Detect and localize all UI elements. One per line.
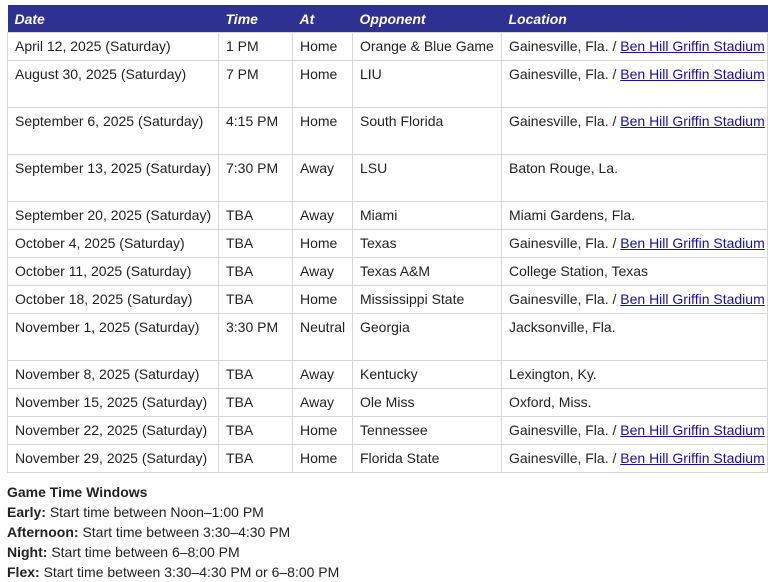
cell-at: Home <box>293 417 353 445</box>
cell-location <box>502 389 768 417</box>
location-city: Jacksonville, Fla. <box>509 319 616 335</box>
cell-time: TBA <box>219 417 293 445</box>
cell-at: Away <box>293 155 353 202</box>
location-city: Gainesville, Fla. / <box>509 38 617 54</box>
table-row <box>8 314 768 361</box>
cell-location <box>502 314 768 361</box>
cell-location <box>502 286 768 314</box>
window-label: Night: <box>7 544 48 560</box>
cell-at: Away <box>293 389 353 417</box>
header-location: Location <box>502 5 768 33</box>
cell-date: November 29, 2025 (Saturday) <box>8 445 219 473</box>
location-city: College Station, Texas <box>509 263 649 279</box>
schedule-table <box>7 5 768 473</box>
cell-date: November 15, 2025 (Saturday) <box>8 389 219 417</box>
cell-time: TBA <box>219 286 293 314</box>
cell-location <box>502 33 768 61</box>
cell-opponent: Tennessee <box>353 417 502 445</box>
window-text: Start time between 6–8:00 PM <box>51 544 240 560</box>
window-flex <box>7 562 339 582</box>
location-city: Gainesville, Fla. / <box>509 422 617 438</box>
cell-date: November 1, 2025 (Saturday) <box>8 314 219 361</box>
cell-opponent: LIU <box>353 61 502 108</box>
stadium-link[interactable]: Ben Hill Griffin Stadium <box>620 422 765 438</box>
cell-at: Away <box>293 361 353 389</box>
table-row <box>8 202 768 230</box>
cell-opponent: Texas A&M <box>353 258 502 286</box>
stadium-link[interactable]: Ben Hill Griffin Stadium <box>620 66 765 82</box>
cell-time: TBA <box>219 258 293 286</box>
cell-opponent: Kentucky <box>353 361 502 389</box>
location-city: Gainesville, Fla. / <box>509 235 617 251</box>
cell-opponent: Georgia <box>353 314 502 361</box>
cell-time: 3:30 PM <box>219 314 293 361</box>
cell-opponent: Florida State <box>353 445 502 473</box>
cell-time: TBA <box>219 202 293 230</box>
cell-time: 1 PM <box>219 33 293 61</box>
stadium-link[interactable]: Ben Hill Griffin Stadium <box>620 450 765 466</box>
location-city: Miami Gardens, Fla. <box>509 207 636 223</box>
location-city: Gainesville, Fla. / <box>509 291 617 307</box>
cell-location <box>502 155 768 202</box>
location-city: Baton Rouge, La. <box>509 160 618 176</box>
stadium-link[interactable]: Ben Hill Griffin Stadium <box>620 291 765 307</box>
table-row <box>8 445 768 473</box>
cell-at: Home <box>293 230 353 258</box>
cell-date: November 8, 2025 (Saturday) <box>8 361 219 389</box>
stadium-link[interactable]: Ben Hill Griffin Stadium <box>620 38 765 54</box>
location-city: Oxford, Miss. <box>509 394 592 410</box>
cell-opponent: Ole Miss <box>353 389 502 417</box>
header-at: At <box>293 5 353 33</box>
window-early <box>7 502 339 522</box>
cell-at: Home <box>293 61 353 108</box>
stadium-link[interactable]: Ben Hill Griffin Stadium <box>620 235 765 251</box>
cell-date: October 11, 2025 (Saturday) <box>8 258 219 286</box>
cell-time: TBA <box>219 361 293 389</box>
cell-date: October 4, 2025 (Saturday) <box>8 230 219 258</box>
cell-location <box>502 108 768 155</box>
cell-date: September 20, 2025 (Saturday) <box>8 202 219 230</box>
cell-at: Home <box>293 286 353 314</box>
location-city: Gainesville, Fla. / <box>509 113 617 129</box>
cell-time: TBA <box>219 389 293 417</box>
table-header-row <box>8 5 768 33</box>
cell-at: Home <box>293 33 353 61</box>
cell-date: September 6, 2025 (Saturday) <box>8 108 219 155</box>
table-row <box>8 361 768 389</box>
cell-time: 7 PM <box>219 61 293 108</box>
header-opponent: Opponent <box>353 5 502 33</box>
cell-location <box>502 361 768 389</box>
cell-time: 4:15 PM <box>219 108 293 155</box>
cell-date: November 22, 2025 (Saturday) <box>8 417 219 445</box>
cell-opponent: Mississippi State <box>353 286 502 314</box>
cell-at: Home <box>293 445 353 473</box>
cell-location <box>502 61 768 108</box>
window-afternoon <box>7 522 339 542</box>
cell-at: Away <box>293 258 353 286</box>
window-label: Flex: <box>7 564 40 580</box>
location-city: Gainesville, Fla. / <box>509 450 617 466</box>
cell-time: 7:30 PM <box>219 155 293 202</box>
window-text: Start time between 3:30–4:30 PM or 6–8:00 PM <box>43 564 340 580</box>
table-row <box>8 230 768 258</box>
table-row <box>8 33 768 61</box>
cell-opponent: Orange & Blue Game <box>353 33 502 61</box>
cell-date: September 13, 2025 (Saturday) <box>8 155 219 202</box>
table-row <box>8 258 768 286</box>
header-time: Time <box>219 5 293 33</box>
cell-location <box>502 230 768 258</box>
header-date: Date <box>8 5 219 33</box>
cell-location <box>502 258 768 286</box>
cell-date: April 12, 2025 (Saturday) <box>8 33 219 61</box>
cell-opponent: Miami <box>353 202 502 230</box>
location-city: Lexington, Ky. <box>509 366 597 382</box>
table-row <box>8 155 768 202</box>
cell-time: TBA <box>219 445 293 473</box>
location-city: Gainesville, Fla. / <box>509 66 617 82</box>
cell-at: Home <box>293 108 353 155</box>
cell-at: Neutral <box>293 314 353 361</box>
window-text: Start time between 3:30–4:30 PM <box>82 524 291 540</box>
cell-location <box>502 417 768 445</box>
game-time-windows <box>7 482 339 582</box>
windows-heading: Game Time Windows <box>7 484 148 500</box>
window-night <box>7 542 339 562</box>
cell-location <box>502 202 768 230</box>
cell-date: August 30, 2025 (Saturday) <box>8 61 219 108</box>
window-text: Start time between Noon–1:00 PM <box>49 504 264 520</box>
table-row <box>8 389 768 417</box>
cell-opponent: Texas <box>353 230 502 258</box>
schedule-container <box>7 5 768 473</box>
cell-time: TBA <box>219 230 293 258</box>
cell-opponent: South Florida <box>353 108 502 155</box>
stadium-link[interactable]: Ben Hill Griffin Stadium <box>620 113 765 129</box>
table-row <box>8 61 768 108</box>
table-row <box>8 286 768 314</box>
table-row <box>8 108 768 155</box>
cell-at: Away <box>293 202 353 230</box>
window-label: Afternoon: <box>7 524 79 540</box>
cell-date: October 18, 2025 (Saturday) <box>8 286 219 314</box>
cell-opponent: LSU <box>353 155 502 202</box>
table-row <box>8 417 768 445</box>
window-label: Early: <box>7 504 46 520</box>
cell-location <box>502 445 768 473</box>
